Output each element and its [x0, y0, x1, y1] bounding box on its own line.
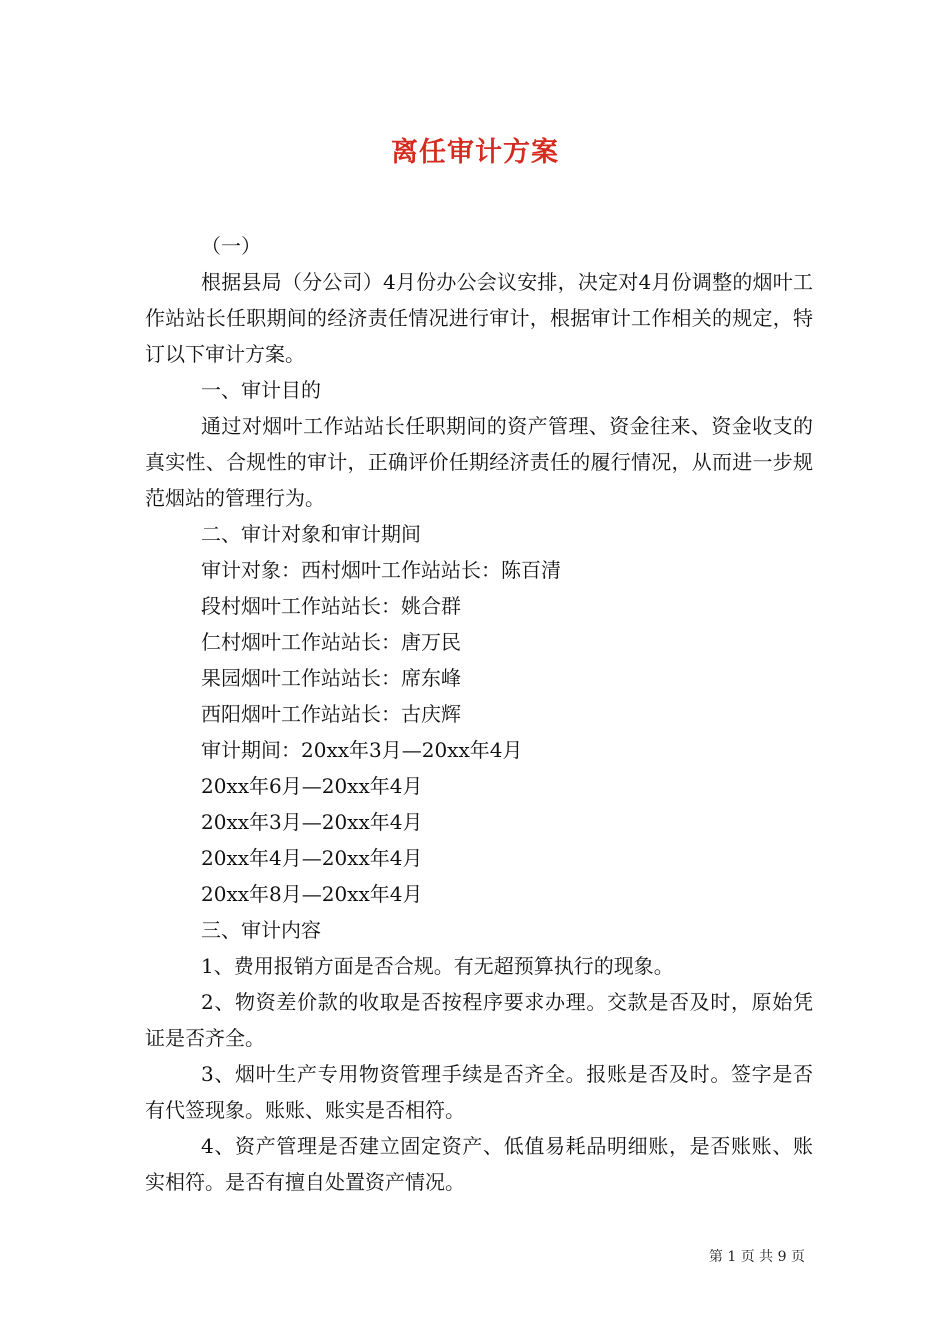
- audit-purpose-paragraph: 通过对烟叶工作站站长任职期间的资产管理、资金往来、资金收支的真实性、合规性的审计，正确评价任期经济责任的履行情况，从而进一步规范烟站的管理行为。: [145, 414, 813, 510]
- audit-content-item: 2、物资差价款的收取是否按程序要求办理。交款是否及时，原始凭证是否齐全。: [145, 990, 813, 1050]
- heading-audit-target-period: 二、审计对象和审计期间: [201, 522, 421, 546]
- audit-period-line: 20xx年8月—20xx年4月: [201, 882, 423, 906]
- audit-content-item: 4、资产管理是否建立固定资产、低值易耗品明细账，是否账账、账实相符。是否有擅自处置资产情况。: [145, 1134, 813, 1194]
- audit-period-line: 20xx年6月—20xx年4月: [201, 774, 423, 798]
- audit-content-item: 1、费用报销方面是否合规。有无超预算执行的现象。: [201, 954, 674, 978]
- audit-target-line: 段村烟叶工作站站长：姚合群: [201, 594, 461, 618]
- page-number: 第 1 页 共 9 页: [708, 1249, 805, 1265]
- audit-target-line: 审计对象：西村烟叶工作站站长：陈百清: [201, 558, 561, 582]
- intro-paragraph: 根据县局（分公司）4月份办公会议安排，决定对4月份调整的烟叶工作站站长任职期间的经济责任情况进行审计，根据审计工作相关的规定，特订以下审计方案。: [145, 270, 813, 366]
- document-body: [145, 228, 813, 1200]
- audit-period-line: 审计期间：20xx年3月—20xx年4月: [201, 738, 523, 762]
- section-marker: （一）: [201, 234, 261, 258]
- audit-period-line: 20xx年4月—20xx年4月: [201, 846, 423, 870]
- audit-target-line: 果园烟叶工作站站长：席东峰: [201, 666, 461, 690]
- audit-period-line: 20xx年3月—20xx年4月: [201, 810, 423, 834]
- audit-content-item: 3、烟叶生产专用物资管理手续是否齐全。报账是否及时。签字是否有代签现象。账账、账实是否相符。: [145, 1062, 813, 1122]
- heading-audit-purpose: 一、审计目的: [201, 378, 321, 402]
- heading-audit-content: 三、审计内容: [201, 918, 321, 942]
- audit-target-line: 仁村烟叶工作站站长：唐万民: [201, 630, 461, 654]
- document-title: 离任审计方案: [391, 137, 559, 168]
- audit-target-line: 西阳烟叶工作站站长：古庆辉: [201, 702, 461, 726]
